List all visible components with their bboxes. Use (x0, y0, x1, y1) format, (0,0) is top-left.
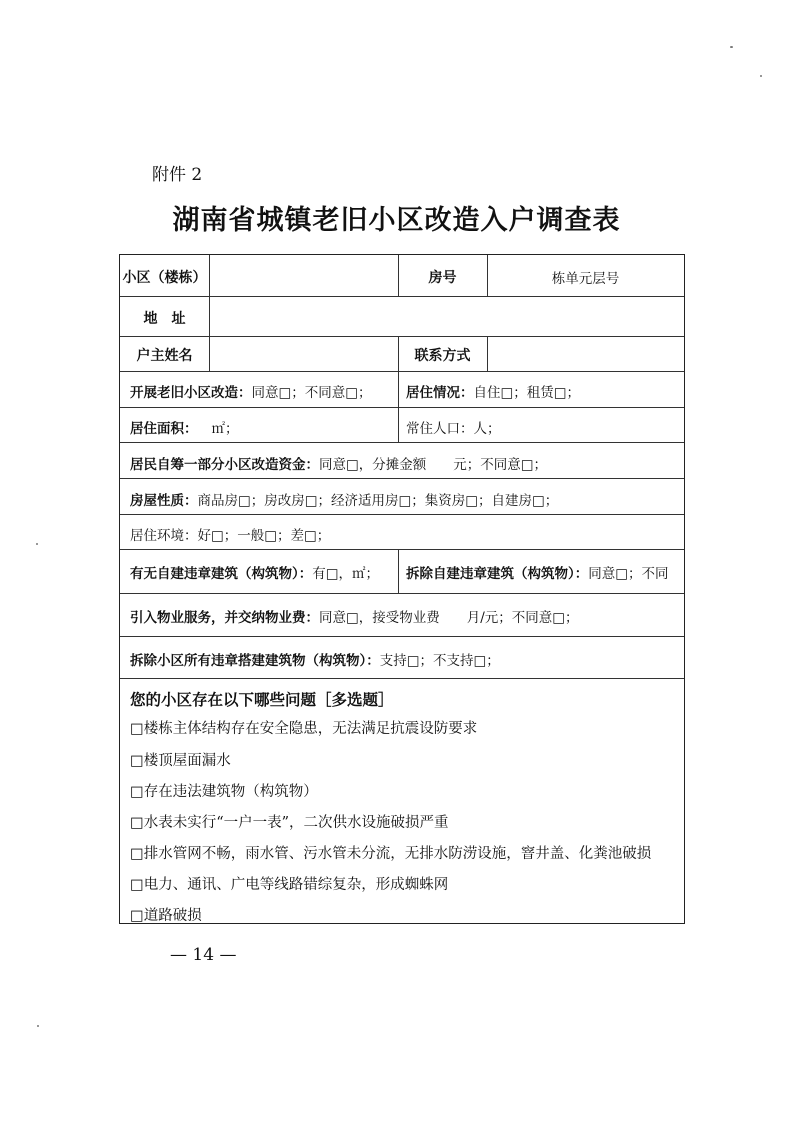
question-option[interactable]: □存在违法建筑物（构筑物） (130, 784, 318, 800)
row-divider (120, 636, 684, 637)
demolish-own-options[interactable]: 同意□；不同 (588, 566, 669, 582)
property-type-row (130, 489, 558, 509)
row-divider (120, 407, 684, 408)
renovation-consent-options[interactable]: 同意□；不同意□； (251, 385, 372, 401)
row-divider (120, 442, 684, 443)
demolish-own-label: 拆除自建违章建筑（构筑物）： (406, 566, 589, 582)
question-option[interactable]: □水表未实行“一户一表”，二次供水设施破损严重 (130, 815, 449, 831)
question-option[interactable]: □道路破损 (130, 908, 202, 924)
self-funding-options[interactable]: 同意□，分摊金额 元；不同意□； (319, 457, 548, 473)
col-divider (398, 371, 399, 442)
renovation-consent-label: 开展老旧小区改造： (130, 385, 252, 401)
questions-heading: 您的小区存在以下哪些问题［多选题］ (130, 691, 394, 709)
residence-status-options[interactable]: 自住□；租赁□； (473, 385, 581, 401)
residence-status-label: 居住情况： (406, 385, 474, 401)
property-service-options[interactable]: 同意□，接受物业费 月/元；不同意□； (319, 610, 579, 626)
col-divider (209, 255, 210, 371)
resident-count[interactable]: 常住人口：人； (406, 421, 501, 437)
self-funding-label: 居民自筹一部分小区改造资金： (130, 457, 319, 473)
row-divider (120, 514, 684, 515)
residence-status-row (406, 381, 580, 401)
scan-speck (760, 75, 762, 77)
room-number-label: 房号 (428, 270, 457, 286)
living-area-row (130, 417, 239, 437)
demolish-all-options[interactable]: 支持□；不支持□； (379, 653, 500, 669)
illegal-construction-options[interactable]: 有□，㎡； (312, 566, 380, 582)
row-divider (120, 593, 684, 594)
property-service-row (130, 606, 579, 626)
row-divider (120, 549, 684, 550)
address-label: 地 址 (143, 311, 186, 327)
living-area-unit[interactable]: ㎡； (211, 421, 239, 437)
contact-label: 联系方式 (414, 348, 471, 364)
property-type-options[interactable]: 商品房□；房改房□；经济适用房□；集资房□；自建房□； (197, 493, 559, 509)
community-label: 小区（楼栋） (122, 270, 207, 286)
col-divider (487, 336, 488, 371)
col-divider (398, 549, 399, 593)
question-option[interactable]: □排水管网不畅，雨水管、污水管未分流，无排水防涝设施，窨井盖、化粪池破损 (130, 846, 652, 862)
property-type-label: 房屋性质： (130, 493, 198, 509)
question-option[interactable]: □电力、通讯、广电等线路错综复杂，形成蜘蛛网 (130, 877, 449, 893)
self-funding-row (130, 453, 547, 473)
demolish-all-label: 拆除小区所有违章搭建建筑物（构筑物）： (130, 653, 380, 669)
living-environment[interactable]: 居住环境：好□；一般□；差□； (130, 528, 331, 544)
owner-name-label: 户主姓名 (136, 348, 193, 364)
row-divider (120, 336, 684, 337)
question-option[interactable]: □楼顶屋面漏水 (130, 753, 231, 769)
illegal-construction-row (130, 562, 394, 582)
question-option[interactable]: □楼栋主体结构存在安全隐患，无法满足抗震设防要求 (130, 721, 478, 737)
row-divider (120, 478, 684, 479)
page-number: — 14 — (170, 945, 237, 965)
demolish-all-row (130, 649, 500, 669)
page-title: 湖南省城镇老旧小区改造入户调查表 (172, 205, 621, 236)
illegal-construction-label: 有无自建违章建筑（构筑物）： (130, 566, 313, 582)
living-area-label: 居住面积： (130, 421, 198, 437)
row-divider (120, 678, 684, 679)
survey-form (119, 254, 685, 924)
scan-speck (37, 1025, 39, 1027)
scan-speck (36, 543, 38, 545)
property-service-label: 引入物业服务，并交纳物业费： (130, 610, 319, 626)
renovation-consent-row (130, 381, 372, 401)
row-divider (120, 296, 684, 297)
annex-label: 附件 2 (152, 165, 203, 185)
row-divider (120, 371, 684, 372)
scan-speck (730, 46, 733, 48)
demolish-own-row (406, 562, 682, 582)
room-number-field[interactable]: 栋单元层号 (551, 271, 620, 287)
